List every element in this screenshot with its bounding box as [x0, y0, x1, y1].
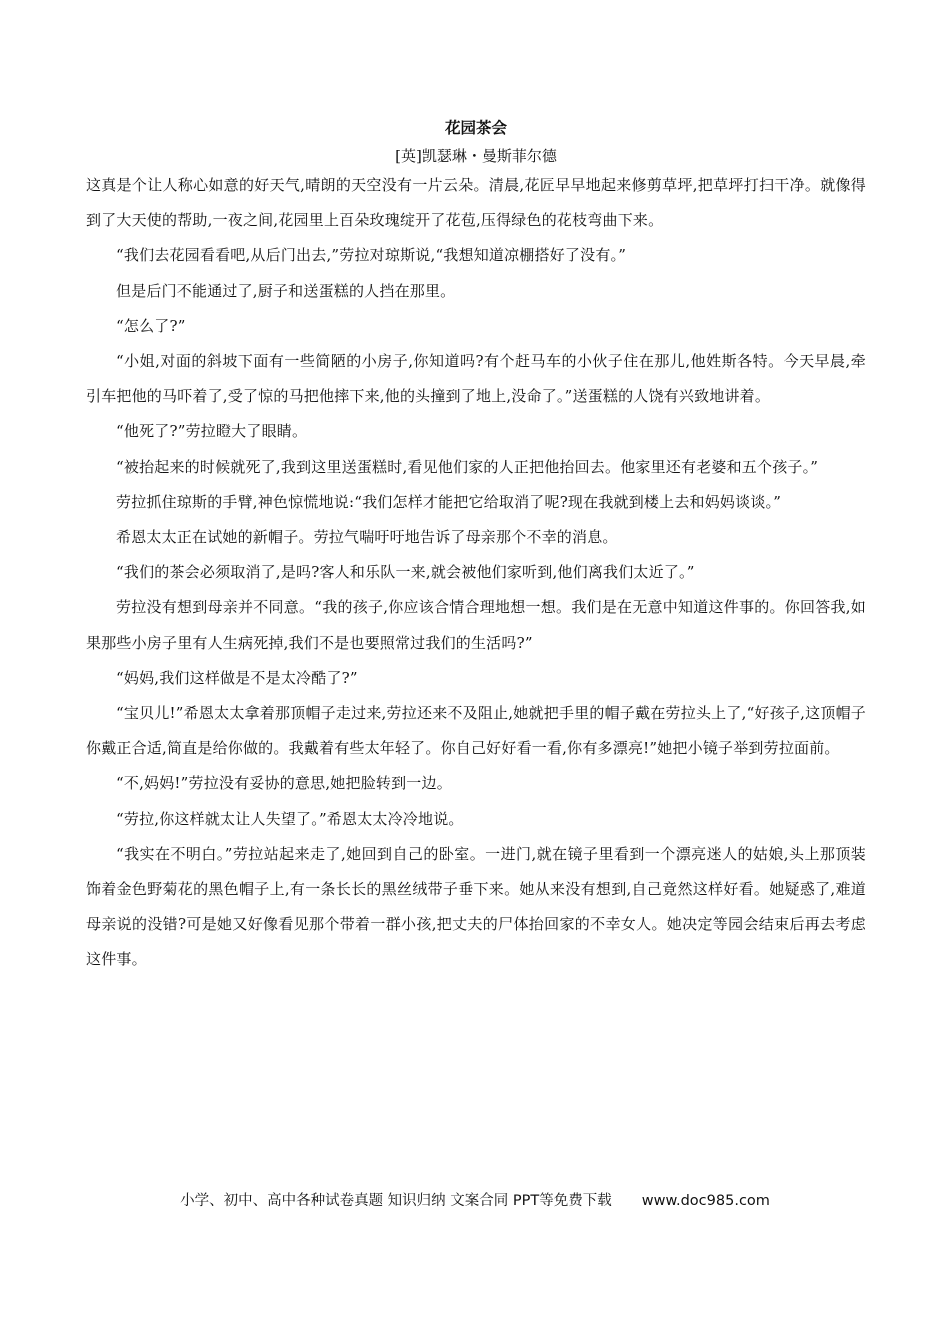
paragraph: “小姐,对面的斜坡下面有一些简陋的小房子,你知道吗?有个赶马车的小伙子住在那儿,他姓斯各特。今天早晨,牵引车把他的马吓着了,受了惊的马把他摔下来,他的头撞到了地上,没命了。”送蛋糕的人饶有兴致地讲着。 [86, 352, 866, 406]
document-page [86, 116, 866, 978]
paragraph: 但是后门不能通过了,厨子和送蛋糕的人挡在那里。 [116, 281, 456, 300]
paragraph: 这真是个让人称心如意的好天气,晴朗的天空没有一片云朵。清晨,花匠早早地起来修剪草坪,把草坪打扫干净。就像得到了大天使的帮助,一夜之间,花园里上百朵玫瑰绽开了花苞,压得绿色的花枝弯曲下来。 [86, 176, 866, 230]
paragraph: “我们去花园看看吧,从后门出去,”劳拉对琼斯说,“我想知道凉棚搭好了没有。” [116, 246, 627, 265]
article-body [86, 168, 866, 978]
paragraph: “被抬起来的时候就死了,我到这里送蛋糕时,看见他们家的人正把他抬回去。他家里还有老婆和五个孩子。” [116, 457, 819, 476]
paragraph: “我实在不明白。”劳拉站起来走了,她回到自己的卧室。一进门,就在镜子里看到一个漂亮迷人的姑娘,头上那顶装饰着金色野菊花的黑色帽子上,有一条长长的黑丝绒带子垂下来。她从来没有想到,自己竟然这样好看。她疑惑了,难道母亲说的没错?可是她又好像看见那个带着一群小孩,把丈夫的尸体抬回家的不幸女人。她决定等园会结束后再去考虑这件事。 [86, 844, 866, 969]
paragraph: 劳拉抓住琼斯的手臂,神色惊慌地说:“我们怎样才能把它给取消了呢?现在我就到楼上去和妈妈谈谈。” [116, 492, 782, 511]
page-footer [0, 1190, 950, 1212]
paragraph: “我们的茶会必须取消了,是吗?客人和乐队一来,就会被他们家听到,他们离我们太近了。” [116, 563, 695, 582]
paragraph: “怎么了?” [116, 316, 186, 335]
paragraph: 劳拉没有想到母亲并不同意。“我的孩子,你应该合情合理地想一想。我们是在无意中知道这件事的。你回答我,如果那些小房子里有人生病死掉,我们不是也要照常过我们的生活吗?” [86, 598, 866, 652]
paragraph: “他死了?”劳拉瞪大了眼睛。 [116, 422, 308, 441]
footer-text: 小学、初中、高中各种试卷真题 知识归纳 文案合同 PPT等免费下载 [180, 1193, 612, 1209]
paragraph: 希恩太太正在试她的新帽子。劳拉气喘吁吁地告诉了母亲那个不幸的消息。 [116, 528, 618, 547]
article-title: 花园茶会 [444, 119, 507, 137]
paragraph: “不,妈妈!”劳拉没有妥协的意思,她把脸转到一边。 [116, 774, 452, 793]
paragraph: “妈妈,我们这样做是不是太冷酷了?” [116, 668, 358, 687]
paragraph: “宝贝儿!”希恩太太拿着那顶帽子走过来,劳拉还来不及阻止,她就把手里的帽子戴在劳拉头上了,“好孩子,这顶帽子你戴正合适,简直是给你做的。我戴着有些太年轻了。你自己好好看一看,你有多漂亮!”她把小镜子举到劳拉面前。 [86, 704, 866, 758]
paragraph: “劳拉,你这样就太让人失望了。”希恩太太冷冷地说。 [116, 809, 464, 828]
footer-url-link[interactable]: www.doc985.com [641, 1193, 770, 1209]
article-author: [英]凯瑟琳・曼斯菲尔德 [395, 147, 557, 165]
